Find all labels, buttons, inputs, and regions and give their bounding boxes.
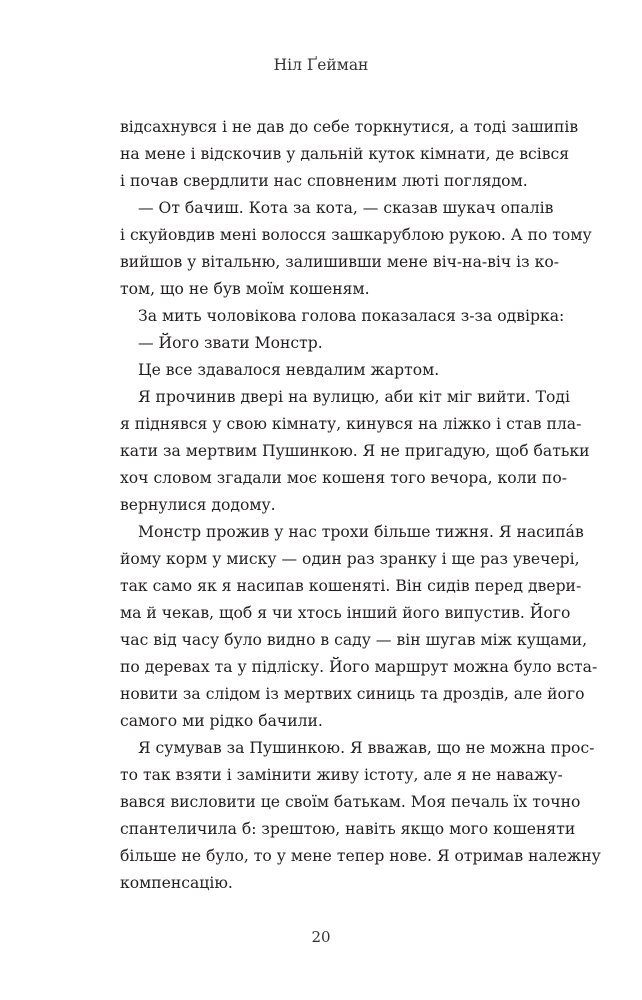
text-line: так само як я насипав кошеняті. Він сидів перед двери- [120,577,582,595]
paragraph [120,519,598,735]
text-line: компенсацію. [120,874,233,892]
paragraph [120,114,579,195]
text-line: — Його звати Монстр. [138,334,323,352]
text-line: Я сумував за Пушинкою. Я вважав, що не можна прос- [138,739,595,757]
text-line: більше не було, то у мене тепер нове. Я отримав належну [120,847,601,865]
text-line: спантеличила б: зрештою, навіть якщо мого кошеняти [120,820,576,838]
text-line: ма й чекав, щоб я чи хтось інший його випустив. Його [120,604,571,622]
text-line: — От бачиш. Кота за кота, — сказав шукач опалів [138,199,554,217]
text-line: вийшов у вітальню, залишивши мене віч-на-віч із ко- [120,253,560,271]
text-line: і почав свердлити нас сповненим люті поглядом. [120,172,528,190]
text-line: кати за мертвим Пушинкою. Я не пригадую, щоб батьки [120,442,590,460]
text-line: За мить чоловікова голова показалася з-за одвірка: [138,307,565,325]
text-line: йому корм у миску — один раз зранку і ще раз увечері, [120,550,580,568]
page-number: 20 [311,928,331,946]
paragraph [120,384,590,519]
text-line: по деревах та у підліску. Його маршрут можна було вста- [120,658,598,676]
text-line: час від часу було видно в саду — він шугав між кущами, [120,631,588,649]
text-line: самого ми рідко бачили. [120,712,323,730]
text-line: Я прочинив двері на вулицю, аби кіт міг вийти. Тоді [138,388,570,406]
text-line: то так взяти і замінити живу істоту, але я не наважу- [120,766,563,784]
text-line: вернулися додому. [120,496,276,514]
text-line: на мене і відскочив у дальній куток кімнати, де всівся [120,145,570,163]
paragraph [120,195,592,303]
text-line: новити за слідом із мертвих синиць та дроздів, але його [120,685,585,703]
running-header-author: Ніл Ґейман [273,56,369,74]
paragraph [120,735,601,897]
text-line: Це все здавалося невдалим жартом. [138,361,440,379]
text-line: том, що не був моїм кошеням. [120,280,370,298]
text-line: хоч словом згадали моє кошеня того вечора, коли по- [120,469,567,487]
text-line: я піднявся у свою кімнату, кинувся на ліжко і став пла- [120,415,582,433]
text-line: і скуйовдив мені волосся зашкарублою рукою. А по тому [120,226,592,244]
text-line: Монстр прожив у нас трохи більше тижня. Я насипáв [138,523,584,541]
text-line: відсахнувся і не дав до себе торкнутися, а тоді зашипів [120,118,579,136]
body-text [120,114,601,897]
text-line: вався висловити це своїм батькам. Моя печаль їх точно [120,793,581,811]
paragraph [120,357,523,384]
paragraph [120,330,523,357]
paragraph [120,303,565,330]
